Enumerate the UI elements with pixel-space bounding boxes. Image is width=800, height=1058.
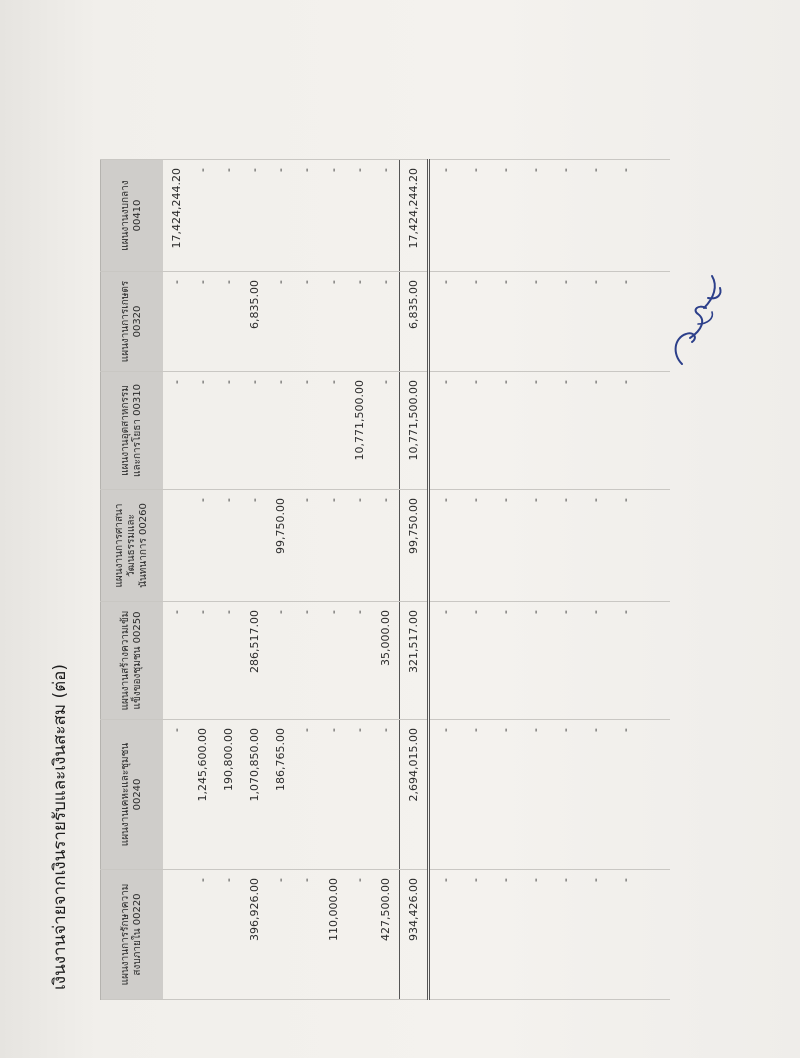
table-cell: - bbox=[372, 272, 399, 372]
table-cell: 99,750.00 bbox=[268, 490, 294, 602]
table-cell: - bbox=[461, 870, 491, 1000]
table-cell: 190,800.00 bbox=[215, 720, 241, 870]
table-cell: - bbox=[189, 870, 215, 1000]
table-cell: - bbox=[550, 372, 580, 490]
table-cell: 17,424,244.20 bbox=[399, 160, 429, 272]
table-cell: 6,835.00 bbox=[399, 272, 429, 372]
table-cell: - bbox=[241, 160, 267, 272]
table-cell: - bbox=[610, 602, 640, 720]
table-cell: 934,426.00 bbox=[399, 870, 429, 1000]
table-cell: 6,835.00 bbox=[241, 272, 267, 372]
table-cell: - bbox=[550, 160, 580, 272]
table-cell: 286,517.00 bbox=[241, 602, 267, 720]
table-cell: - bbox=[580, 372, 610, 490]
table-cell: - bbox=[520, 490, 550, 602]
table-cell: - bbox=[520, 372, 550, 490]
table-cell: - bbox=[320, 720, 346, 870]
table-cell bbox=[640, 372, 670, 490]
table-cell: 1,245,600.00 bbox=[189, 720, 215, 870]
table-row bbox=[491, 160, 521, 1000]
table-row bbox=[268, 160, 294, 1000]
table-cell: - bbox=[268, 602, 294, 720]
table-cell: - bbox=[429, 272, 461, 372]
column-header: แผนงานอุตสาหกรรมและการโยธา 00310 bbox=[101, 372, 164, 490]
table-cell: - bbox=[429, 372, 461, 490]
table-cell: - bbox=[580, 870, 610, 1000]
table-cell: - bbox=[610, 870, 640, 1000]
table-cell bbox=[640, 272, 670, 372]
table-cell: 35,000.00 bbox=[372, 602, 399, 720]
table-cell: - bbox=[189, 490, 215, 602]
table-cell: - bbox=[215, 272, 241, 372]
table-cell: 10,771,500.00 bbox=[399, 372, 429, 490]
table-cell: - bbox=[294, 372, 320, 490]
table-cell: - bbox=[372, 160, 399, 272]
table-cell: - bbox=[163, 602, 189, 720]
table-row bbox=[580, 160, 610, 1000]
table-cell: - bbox=[241, 372, 267, 490]
table-cell: 321,517.00 bbox=[399, 602, 429, 720]
table-cell: - bbox=[491, 870, 521, 1000]
table-cell: - bbox=[320, 372, 346, 490]
table-cell: - bbox=[429, 160, 461, 272]
expenditure-table bbox=[100, 159, 670, 1000]
table-cell: - bbox=[268, 272, 294, 372]
table-row bbox=[372, 160, 399, 1000]
table-cell: - bbox=[215, 602, 241, 720]
table-cell: - bbox=[491, 602, 521, 720]
table-cell bbox=[163, 490, 189, 602]
table-cell: - bbox=[346, 272, 372, 372]
table-cell: - bbox=[268, 160, 294, 272]
table-cell bbox=[640, 602, 670, 720]
table-cell: - bbox=[294, 490, 320, 602]
table-cell: - bbox=[215, 490, 241, 602]
table-cell: - bbox=[580, 160, 610, 272]
table-cell: - bbox=[346, 720, 372, 870]
table-cell: - bbox=[241, 490, 267, 602]
totals-row bbox=[399, 160, 429, 1000]
table-row bbox=[346, 160, 372, 1000]
table-cell: - bbox=[294, 160, 320, 272]
table-cell: - bbox=[491, 272, 521, 372]
table-row bbox=[640, 160, 670, 1000]
table-row bbox=[610, 160, 640, 1000]
table-cell: - bbox=[580, 720, 610, 870]
table-cell: - bbox=[320, 602, 346, 720]
table-cell: - bbox=[189, 272, 215, 372]
table-cell: - bbox=[491, 160, 521, 272]
table-cell: - bbox=[346, 602, 372, 720]
table-cell: - bbox=[461, 490, 491, 602]
table-cell: - bbox=[550, 490, 580, 602]
table-cell: - bbox=[491, 490, 521, 602]
table-cell: - bbox=[429, 720, 461, 870]
table-cell bbox=[163, 870, 189, 1000]
table-cell: - bbox=[429, 490, 461, 602]
table-cell: - bbox=[320, 272, 346, 372]
table-cell: - bbox=[520, 602, 550, 720]
table-cell: - bbox=[550, 602, 580, 720]
table-row bbox=[294, 160, 320, 1000]
table-cell: - bbox=[580, 272, 610, 372]
table-cell: - bbox=[163, 372, 189, 490]
table-cell: - bbox=[461, 720, 491, 870]
table-cell: - bbox=[610, 272, 640, 372]
table-cell: - bbox=[550, 272, 580, 372]
table-cell: - bbox=[491, 720, 521, 870]
table-cell: - bbox=[294, 870, 320, 1000]
table-cell: 2,694,015.00 bbox=[399, 720, 429, 870]
table-cell: - bbox=[163, 272, 189, 372]
column-header: แผนงานสร้างความเข้มแข็งของชุมชน 00250 bbox=[101, 602, 164, 720]
table-cell: - bbox=[520, 272, 550, 372]
table-row bbox=[320, 160, 346, 1000]
table-cell: - bbox=[580, 602, 610, 720]
table-cell: - bbox=[320, 490, 346, 602]
table-row bbox=[550, 160, 580, 1000]
table-cell: - bbox=[461, 602, 491, 720]
table-cell: 99,750.00 bbox=[399, 490, 429, 602]
table-cell: - bbox=[372, 372, 399, 490]
table-cell: - bbox=[550, 720, 580, 870]
table-cell: - bbox=[520, 720, 550, 870]
rotated-content bbox=[40, 100, 760, 1000]
table-cell: 186,765.00 bbox=[268, 720, 294, 870]
table-cell: 17,424,244.20 bbox=[163, 160, 189, 272]
table-cell bbox=[640, 160, 670, 272]
table-cell: - bbox=[215, 372, 241, 490]
table-cell: 427,500.00 bbox=[372, 870, 399, 1000]
table-cell: - bbox=[320, 160, 346, 272]
table-cell bbox=[640, 720, 670, 870]
table-cell: - bbox=[461, 160, 491, 272]
table-cell: 1,070,850.00 bbox=[241, 720, 267, 870]
table-cell: - bbox=[550, 870, 580, 1000]
table-cell: - bbox=[189, 372, 215, 490]
table-cell: 10,771,500.00 bbox=[346, 372, 372, 490]
table-cell: - bbox=[461, 372, 491, 490]
table-cell: - bbox=[372, 720, 399, 870]
table-cell: - bbox=[268, 372, 294, 490]
table-cell: - bbox=[520, 870, 550, 1000]
table-cell: - bbox=[294, 272, 320, 372]
table-row bbox=[163, 160, 189, 1000]
table-cell: - bbox=[346, 870, 372, 1000]
page-title: เงินงานจ่ายจากเงินรายรับและเงินสะสม (ต่อ) bbox=[50, 663, 70, 990]
header-row bbox=[101, 160, 164, 1000]
table-row bbox=[429, 160, 461, 1000]
table-cell: - bbox=[429, 602, 461, 720]
handwritten-signature bbox=[668, 268, 730, 378]
table-row bbox=[461, 160, 491, 1000]
column-header: แผนงานเคหะและชุมชน 00240 bbox=[101, 720, 164, 870]
table-cell: - bbox=[215, 870, 241, 1000]
table-cell: - bbox=[294, 602, 320, 720]
table-cell bbox=[640, 490, 670, 602]
table-cell: - bbox=[610, 372, 640, 490]
table-cell: - bbox=[610, 720, 640, 870]
table-row bbox=[189, 160, 215, 1000]
table-cell: - bbox=[372, 490, 399, 602]
table-cell: - bbox=[294, 720, 320, 870]
table-cell: - bbox=[346, 490, 372, 602]
table-cell: - bbox=[461, 272, 491, 372]
table-row bbox=[241, 160, 267, 1000]
table-cell: - bbox=[189, 160, 215, 272]
table-cell: - bbox=[189, 602, 215, 720]
table-cell: - bbox=[268, 870, 294, 1000]
column-header: แผนงานการศาสนา วัฒนธรรมและนันทนาการ 00260 bbox=[101, 490, 164, 602]
table-cell: - bbox=[163, 720, 189, 870]
table-row bbox=[215, 160, 241, 1000]
table-cell: 110,000.00 bbox=[320, 870, 346, 1000]
column-header: แผนงานการรักษาความสงบภายใน 00220 bbox=[101, 870, 164, 1000]
table-cell: - bbox=[215, 160, 241, 272]
table-cell: - bbox=[520, 160, 550, 272]
table-cell: - bbox=[580, 490, 610, 602]
column-header: แผนงานงบกลาง 00410 bbox=[101, 160, 164, 272]
table-cell: - bbox=[346, 160, 372, 272]
table-cell bbox=[640, 870, 670, 1000]
table-cell: - bbox=[429, 870, 461, 1000]
table-cell: - bbox=[491, 372, 521, 490]
column-header: แผนงานการเกษตร 00320 bbox=[101, 272, 164, 372]
table-cell: 396,926.00 bbox=[241, 870, 267, 1000]
table-row bbox=[520, 160, 550, 1000]
table-cell: - bbox=[610, 490, 640, 602]
table-cell: - bbox=[610, 160, 640, 272]
